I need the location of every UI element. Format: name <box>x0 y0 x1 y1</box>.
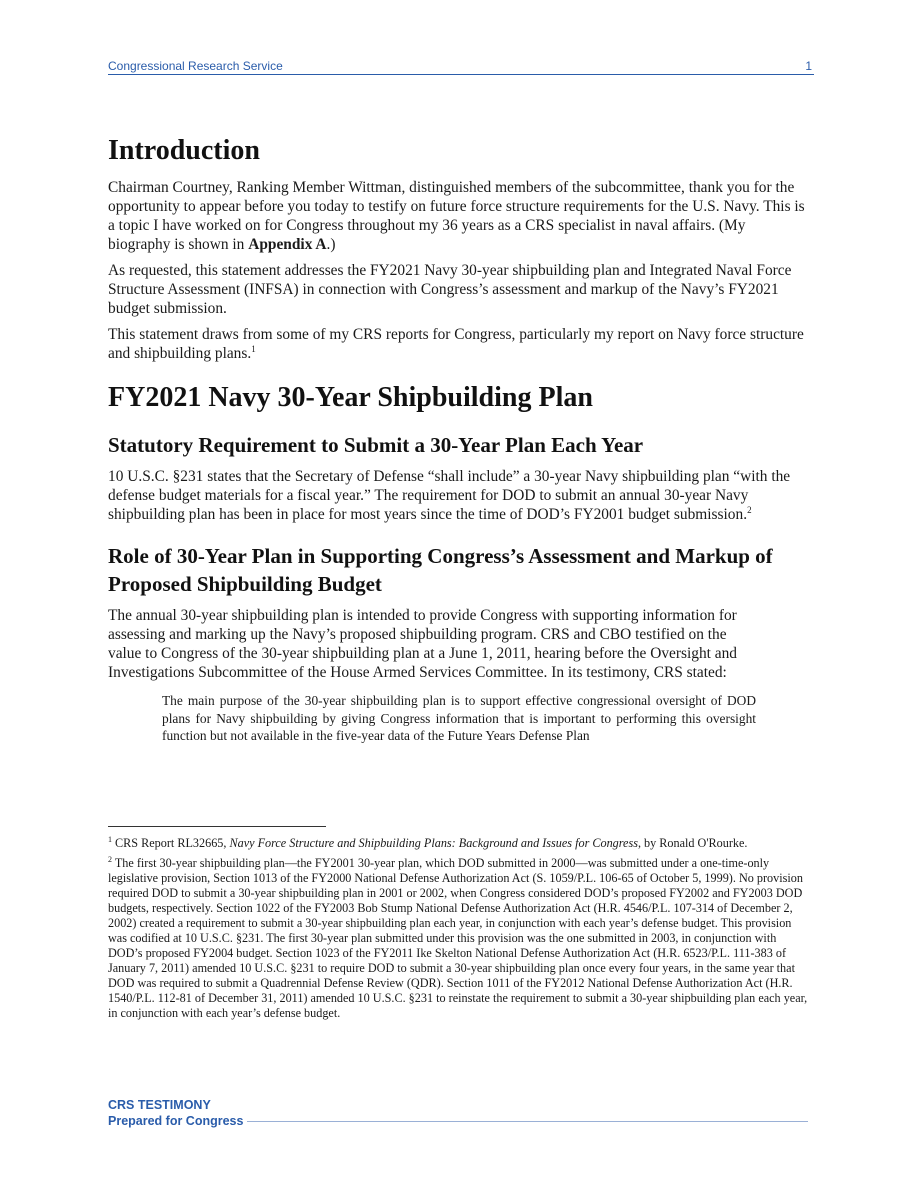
page-footer <box>108 1097 808 1129</box>
statutory-paragraph: 10 U.S.C. §231 states that the Secretary of Defense “shall include” a 30-year Navy shipbuilding plan “with the defense budget materials for a fiscal year.” The requirement for DOD to submit an annual 30-year Navy shipbuilding plan has been in place for most years since the time of DOD’s FY2001 budget submission.$^2$ <box>108 468 791 523</box>
report-title: Navy Force Structure and Shipbuilding Plans: Background and Issues for Congress <box>229 836 638 850</box>
running-header <box>108 59 814 75</box>
role-paragraph: The annual 30-year shipbuilding plan is intended to provide Congress with supporting information for assessing and marking up the Navy’s proposed shipbuilding program. CRS and CBO testified on the value to Congress of the 30-year shipbuilding plan at a June 1, 2011, hearing before the Oversight and Investigations Subcommittee of the House Armed Services Committee. In its testimony, CRS stated: <box>108 607 738 681</box>
heading-statutory-requirement: Statutory Requirement to Submit a 30-Year Plan Each Year <box>108 433 644 457</box>
intro-paragraph-2: As requested, this statement addresses the FY2021 Navy 30-year shipbuilding plan and Integrated Naval Force Structure Assessment (INFSA) in connection with Congress’s assessment and markup of the Navy’s FY2021 budget submission. <box>108 262 792 317</box>
footer-prepared: Prepared for Congress <box>108 1114 244 1128</box>
block-quote: The main purpose of the 30-year shipbuilding plan is to support effective congressional oversight of DOD plans for Navy shipbuilding by giving Congress information that is important to performing this oversight function but not available in the five-year data of the Future Years Defense Plan <box>162 693 756 743</box>
footer-rule <box>247 1121 808 1122</box>
heading-shipbuilding-plan: FY2021 Navy 30-Year Shipbuilding Plan <box>108 382 593 413</box>
footer-testimony: CRS TESTIMONY <box>108 1098 211 1112</box>
footnote-ref-1[interactable]: 1 <box>251 343 256 354</box>
appendix-reference: Appendix A <box>248 236 327 253</box>
intro-paragraph-3: This statement draws from some of my CRS reports for Congress, particularly my report on Navy force structure and shipbuilding plans.$^1$ <box>108 326 804 362</box>
page-number: 1 <box>805 59 812 73</box>
footnote-ref-2[interactable]: 2 <box>747 504 752 515</box>
main-content <box>108 134 808 745</box>
header-source: Congressional Research Service <box>108 59 283 73</box>
footnote-separator <box>108 826 326 827</box>
heading-introduction: Introduction <box>108 135 260 166</box>
footnotes <box>108 836 810 1026</box>
intro-paragraph-1: Chairman Courtney, Ranking Member Wittman, distinguished members of the subcommittee, thank you for the opportunity to appear before you today to testify on future force structure requirements for the U.S. Navy. This is a topic I have worked on for Congress throughout my 36 years as a CRS specialist in naval affairs. (My biography is shown in Appendix A.) <box>108 179 805 253</box>
heading-role-of-plan: Role of 30-Year Plan in Supporting Congress’s Assessment and Markup of Proposed Shipbuilding Budget <box>108 544 773 596</box>
footnote-2: $^2$ The first 30-year shipbuilding plan—the FY2001 30-year plan, which DOD submitted in 2000—was submitted under a one-time-only legislative provision, Section 1013 of the FY2000 National Defense Authorization Act (S. 1059/P.L. 106-65 of October 5, 1999). No provision required DOD to submit a 30-year shipbuilding plan in 2001 or 2002, when Congress considered DOD’s proposed FY2002 and FY2003 DOD budgets, respectively. Section 1022 of the FY2003 Bob Stump National Defense Authorization Act (H.R. 4546/P.L. 107-314 of December 2, 2002) created a requirement to submit a 30-year shipbuilding plan each year, in conjunction with each year’s defense budget. This provision was codified at 10 U.S.C. §231. The first 30-year plan submitted under this provision was the one submitted in 2003, in conjunction with DOD’s proposed FY2004 budget. Section 1023 of the FY2011 Ike Skelton National Defense Authorization Act (H.R. 6523/P.L. 111-383 of January 7, 2011) amended 10 U.S.C. §231 to require DOD to submit a 30-year shipbuilding plan once every four years, in the same year that DOD was required to submit a Quadrennial Defense Review (QDR). Section 1011 of the FY2012 National Defense Authorization Act (H.R. 1540/P.L. 112-81 of December 31, 2011) amended 10 U.S.C. §231 to reinstate the requirement to submit a 30-year shipbuilding plan each year, in conjunction with each year’s defense budget. <box>108 854 808 1020</box>
footnote-1: $^1$ CRS Report RL32665, Navy Force Structure and Shipbuilding Plans: Background and Issues for Congress, by Ronald O'Rourke. <box>108 834 748 850</box>
